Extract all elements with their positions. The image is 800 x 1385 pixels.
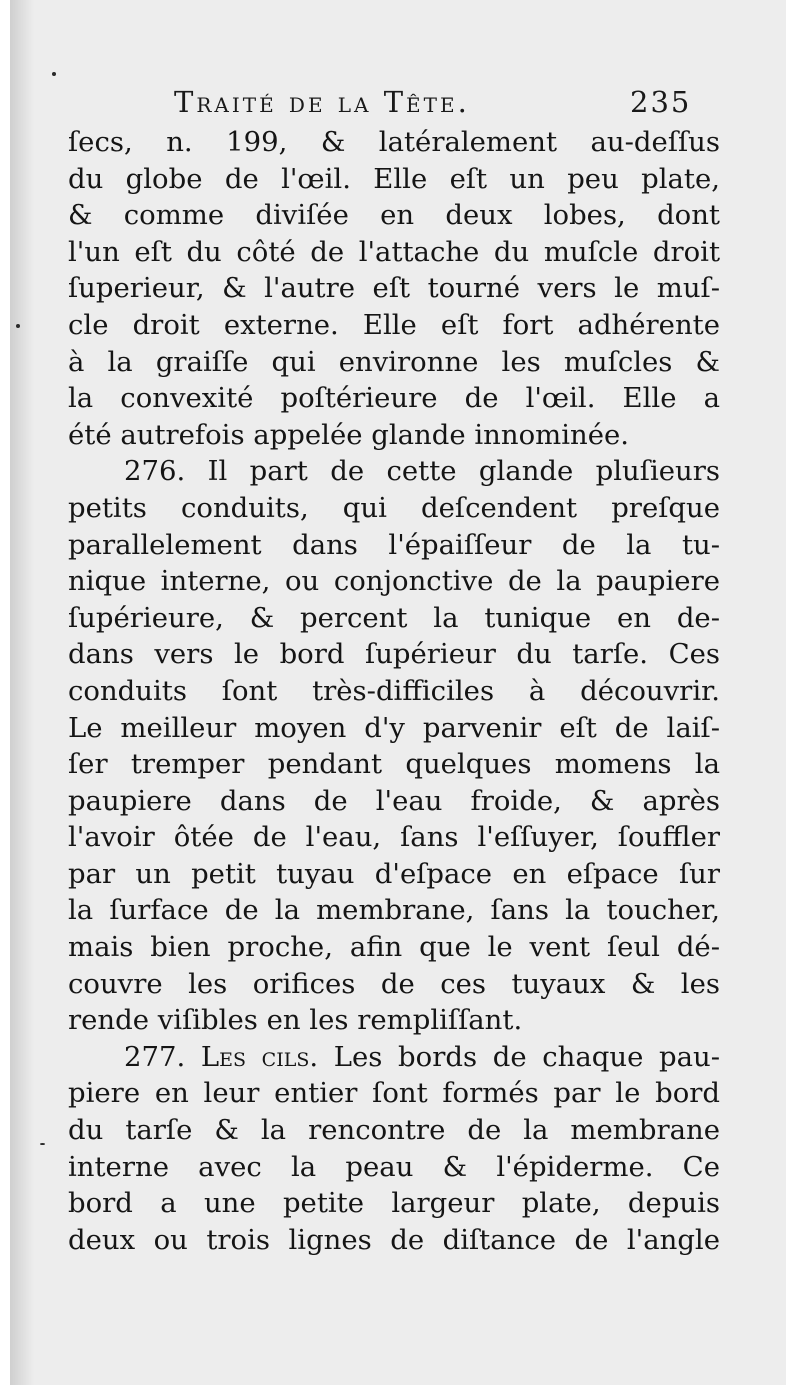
text-line: Le meilleur moyen d'y parvenir eſt de laiſ- [68,711,720,744]
paper-speck [52,72,56,76]
text-line: conduits ſont très-difficiles à découvrir. [68,674,720,707]
text-line: ſupérieure, & percent la tunique en de- [68,601,720,634]
text-line: parallelement dans l'épaiſſeur de la tu- [68,528,720,561]
text-line: deux ou trois lignes de diſtance de l'angle [68,1223,720,1256]
book-page [10,0,786,1385]
body-text [68,124,720,1258]
text-line: couvre les orifices de ces tuyaux & les [68,967,720,1000]
paragraph-first-line [68,1039,720,1076]
section-heading: Les cils. [200,1040,319,1073]
text-line: interne avec la peau & l'épiderme. Ce [68,1150,720,1183]
running-title: Traité de la Tête. [174,85,470,119]
paper-speck [16,324,20,328]
text-line: paupiere dans de l'eau froide, & après [68,784,720,817]
text-line: ſuperieur, & l'autre eſt tourné vers le muſ- [68,272,720,305]
paragraph-first-line: 276. Il part de cette glande pluſieurs [124,455,720,488]
text-line: ſecs, n. 199, & latéralement au-deſſus [68,126,720,158]
text-line: mais bien proche, afin que le vent ſeul dé- [68,931,720,964]
text-line: ſer tremper pendant quelques momens la [68,748,720,781]
page-header [10,82,786,124]
text-line-rest: Les bords de chaque pau- [333,1040,720,1073]
text-line: du tarſe & la rencontre de la membrane [68,1114,720,1147]
page-gutter-shadow [10,0,34,1385]
text-line: petits conduits, qui deſcendent preſque [68,491,720,524]
paragraph-number: 277. [124,1040,186,1073]
text-line: dans vers le bord ſupérieur du tarſe. Ces [68,638,720,671]
text-line: été autrefois appelée glande innominée. [68,418,630,451]
text-line: l'un eſt du côté de l'attache du muſcle droit [68,235,720,268]
text-line: la ſurface de la membrane, ſans la toucher, [68,894,720,927]
text-line: & comme diviſée en deux lobes, dont [68,199,720,232]
text-line: bord a une petite largeur plate, depuis [68,1187,720,1220]
text-line: nique interne, ou conjonctive de la paupiere [68,565,720,598]
text-line: cle droit externe. Elle eſt fort adhérente [68,308,720,341]
text-line: du globe de l'œil. Elle eſt un peu plate, [68,162,720,195]
text-line: piere en leur entier ſont formés par le bord [68,1077,720,1110]
text-line: à la graiſſe qui environne les muſcles & [68,345,720,378]
paper-speck [40,1143,45,1145]
text-line: par un petit tuyau d'eſpace en eſpace ſur [68,857,720,890]
text-line: rende viſibles en les rempliſſant. [68,1004,523,1037]
text-line: la convexité poſtérieure de l'œil. Elle a [68,382,720,415]
text-line: l'avoir ôtée de l'eau, ſans l'eſſuyer, ſouffler [68,821,720,854]
page-number: 235 [630,85,692,119]
